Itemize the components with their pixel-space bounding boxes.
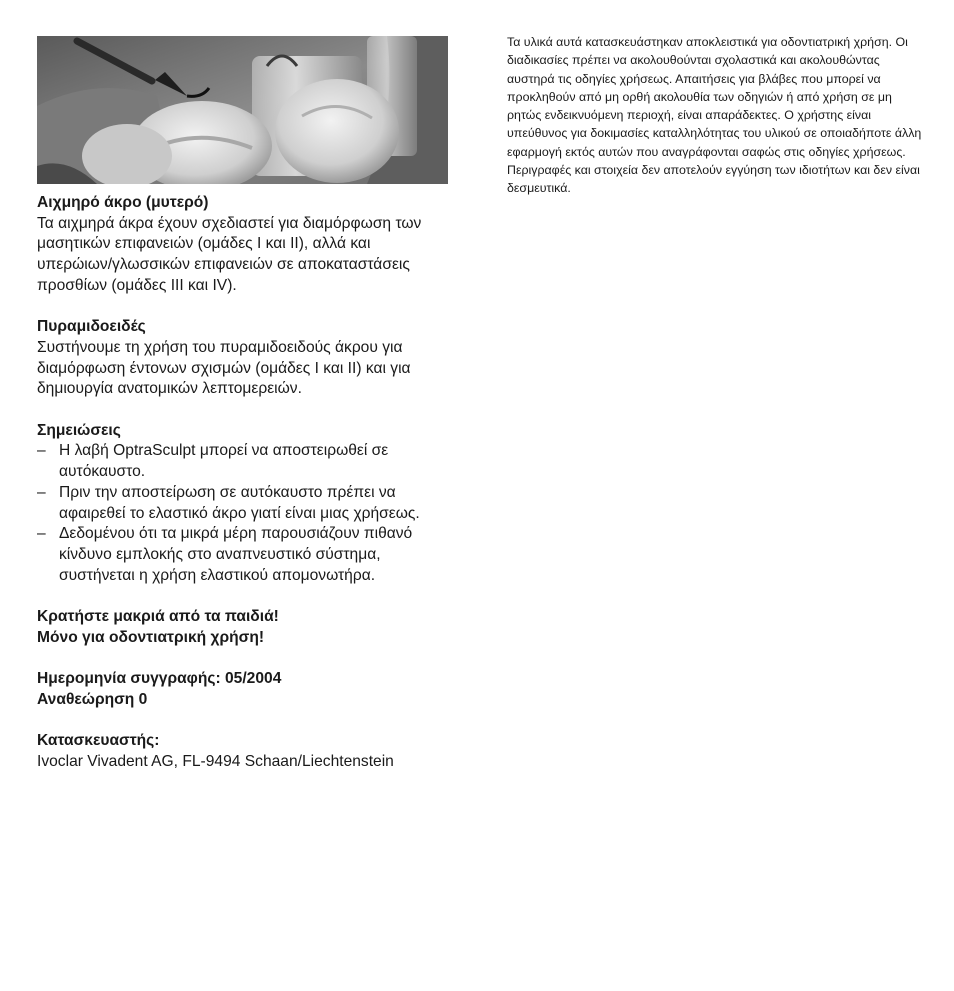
manufacturer-heading: Κατασκευαστής:: [37, 732, 160, 750]
notes-item: [37, 483, 449, 524]
pyramid-tip-text: Συστήνουμε τη χρήση του πυραμιδοειδούς άκρου για διαμόρφωση έντονων σχισμών (ομάδες I και II) και για δημιουργία ανατομικών λεπτομερειών.: [37, 338, 411, 398]
notes-item-text: Δεδομένου ότι τα μικρά μέρη παρουσιάζουν πιθανό κίνδυνο εμπλοκής στο αναπνευστικό σύστημα, συστήνεται η χρήση ελαστικού απομονωτήρα.: [59, 525, 413, 584]
date-section: [37, 669, 449, 710]
pointed-tip-text: Τα αιχμηρά άκρα έχουν σχεδιαστεί για διαμόρφωση των μασητικών επιφανειών (ομάδες I και II), αλλά και υπερώιων/γλωσσικών επιφανειών σε αποκαταστάσεις προσθίων (ομάδες III και IV).: [37, 214, 422, 294]
list-dash: –: [37, 525, 46, 543]
warnings-section: [37, 607, 449, 648]
disclaimer-text: Τα υλικά αυτά κατασκευάστηκαν αποκλειστικά για οδοντιατρική χρήση. Οι διαδικασίες πρέπει να ακολουθούνται σχολαστικά και ακολουθώντας αυστηρά τις οδηγίες χρήσεως. Απαιτήσεις για βλάβες που μπορεί να προκληθούν από μη ορθή ακολουθία των οδηγιών ή από χρήση σε μη ρητώς ενδεικνυόμενη περιοχή, είναι απαράδεκτες. Ο χρήστης είναι υπεύθυνος για δοκιμασίες καταλληλότητας του υλικού σε οποιαδήποτε άλλη εφαρμογή εκτός αυτών που αναγράφονται σαφώς στις οδηγίες χρήσεως. Περιγραφές και στοιχεία δεν αποτελούν εγγύηση των ιδιοτήτων και δεν είναι δεσμευτικά.: [507, 35, 922, 196]
manufacturer-section: [37, 731, 449, 772]
list-dash: –: [37, 442, 46, 460]
dental-procedure-photo: [37, 36, 448, 184]
manufacturer-text: Ivoclar Vivadent AG, FL-9494 Schaan/Liechtenstein: [37, 752, 394, 770]
pointed-tip-section: [37, 193, 449, 297]
revision: Αναθεώρηση 0: [37, 690, 148, 708]
left-column: [37, 36, 449, 773]
notes-item: [37, 524, 449, 586]
dental-use-only-warning: Μόνο για οδοντιατρική χρήση!: [37, 628, 265, 646]
notes-item-text: Η λαβή OptraSculpt μπορεί να αποστειρωθεί σε αυτόκαυστο.: [59, 442, 389, 481]
notes-heading: Σημειώσεις: [37, 421, 121, 439]
right-column: [507, 33, 927, 198]
date-of-issue: Ημερομηνία συγγραφής: 05/2004: [37, 670, 282, 688]
list-dash: –: [37, 483, 46, 501]
pointed-tip-heading: Αιχμηρό άκρο (μυτερό): [37, 194, 209, 211]
keep-away-children-warning: Κρατήστε μακριά από τα παιδιά!: [37, 608, 279, 626]
notes-section: [37, 421, 449, 587]
notes-list: [37, 441, 449, 586]
pyramid-tip-heading: Πυραμιδοειδές: [37, 318, 146, 336]
notes-item-text: Πριν την αποστείρωση σε αυτόκαυστο πρέπει να αφαιρεθεί το ελαστικό άκρο γιατί είναι μιας χρήσεως.: [59, 483, 420, 522]
pyramid-tip-section: [37, 317, 449, 400]
notes-item: [37, 441, 449, 482]
